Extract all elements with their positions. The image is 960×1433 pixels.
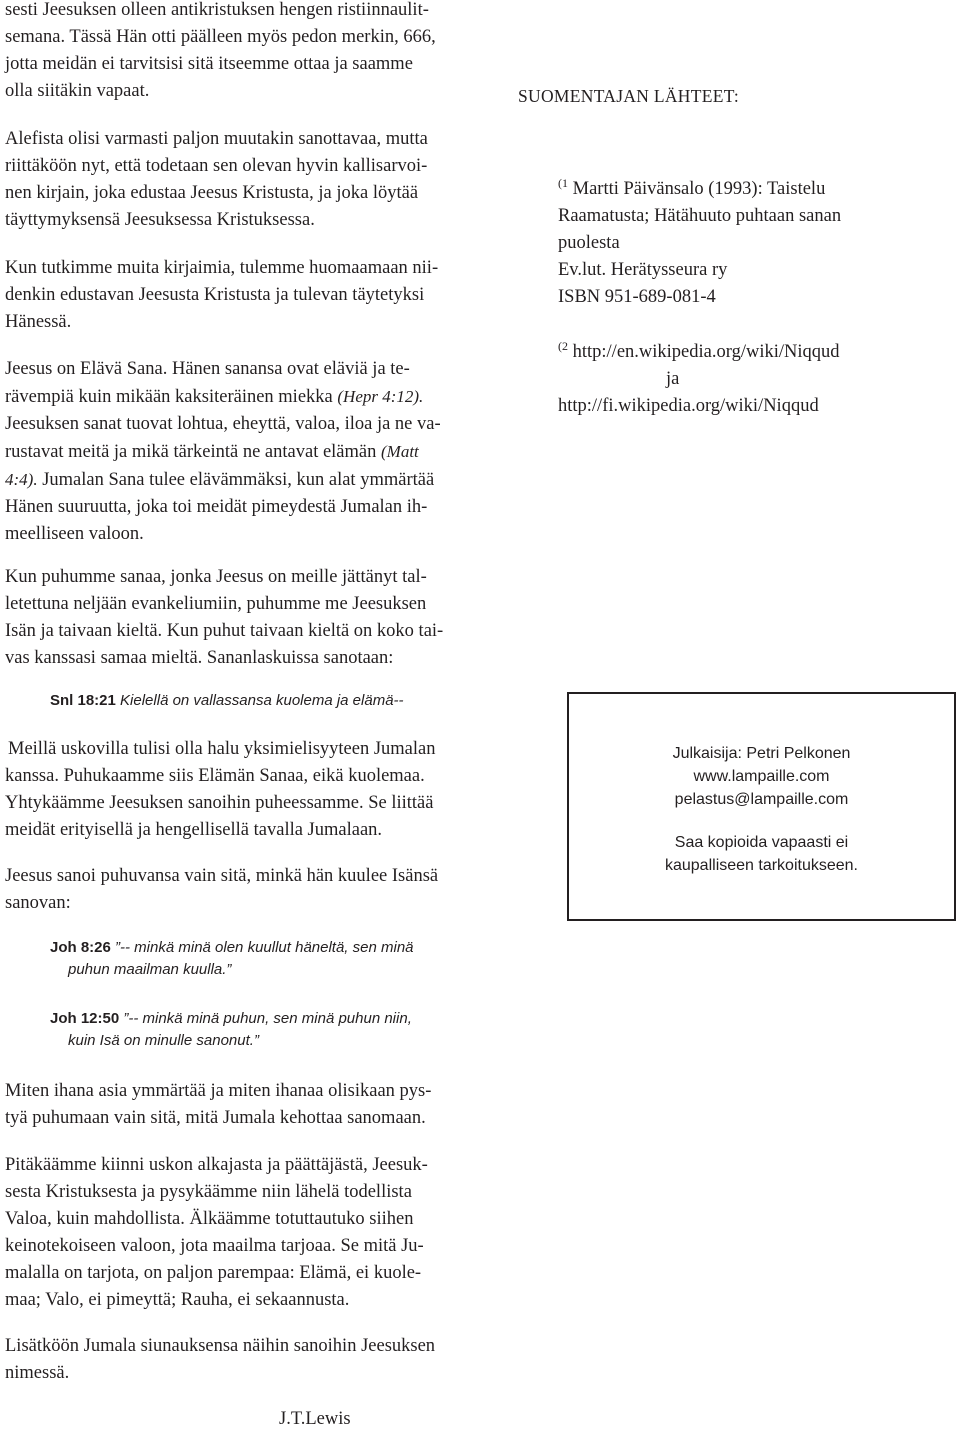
text-line: kanssa. Puhukaamme siis Elämän Sanaa, eikä kuolemaa. — [5, 766, 425, 786]
scripture-reference: 4:4). — [5, 470, 38, 489]
copy-notice-line: kaupalliseen tarkoitukseen. — [664, 857, 858, 874]
footnote-line: ja — [666, 369, 680, 389]
text-line: Pitäkäämme kiinni uskon alkajasta ja päättäjästä, Jeesuk- — [5, 1155, 428, 1175]
text-line: Kun puhumme sanaa, jonka Jeesus on meille jättänyt tal- — [5, 567, 427, 587]
text-line: Isän ja taivaan kieltä. Kun puhut taivaan kieltä on koko tai- — [5, 621, 444, 641]
footnote-line — [558, 339, 948, 366]
footnote-link[interactable]: http://en.wikipedia.org/wiki/Niqqud — [572, 342, 840, 362]
text-line: nen kirjain, joka edustaa Jeesus Kristusta, ja joka löytää — [5, 183, 419, 203]
paragraph-living-word — [5, 356, 497, 548]
footnote-2 — [558, 339, 948, 420]
quote-reference: Joh 12:50 — [50, 1010, 120, 1027]
paragraph-other-letters — [5, 255, 494, 336]
paragraph-unity — [5, 736, 497, 844]
publisher-box — [567, 692, 956, 921]
text-line — [5, 438, 497, 466]
footnote-link[interactable]: http://fi.wikipedia.org/wiki/Niqqud — [558, 396, 819, 416]
text-line: Meillä uskovilla tulisi olla halu yksimielisyyteen Jumalan — [8, 739, 436, 759]
text-line: Valoa, kuin mahdollista. Älkäämme totuttautuko siihen — [5, 1209, 414, 1229]
text-line: nimessä. — [5, 1363, 70, 1383]
text-segment: Jumalan Sana tulee elävämmäksi, kun alat ymmärtää — [42, 470, 435, 490]
text-line: jotta meidän ei tarvitsisi sitä itseemme ottaa ja saamme — [5, 54, 413, 74]
scripture-reference: (Matt — [381, 442, 419, 461]
text-line: maa; Valo, ei pimeyttä; Rauha, ei sekaannusta. — [5, 1290, 350, 1310]
quote-line — [50, 959, 500, 981]
text-line: sesta Kristuksesta ja pysykäämme niin lähelä todellista — [5, 1182, 412, 1202]
footnote-line: puolesta — [558, 233, 620, 253]
text-line: semana. Tässä Hän otti päälleen myös pedon merkin, 666, — [5, 27, 436, 47]
text-line: Hänessä. — [5, 312, 72, 332]
text-line: meelliseen valoon. — [5, 524, 144, 544]
footnote-text: Martti Päivänsalo (1993): Taistelu — [572, 179, 826, 199]
text-line: sanovan: — [5, 893, 71, 913]
text-line: riittäköön nyt, että todetaan sen olevan hyvin kallisarvoi- — [5, 156, 428, 176]
text-line: Lisätköön Jumala siunauksensa näihin sanoihin Jeesuksen — [5, 1336, 436, 1356]
footnote-line: Ev.lut. Herätysseura ry — [558, 260, 728, 280]
text-line: malalla on tarjota, on paljon parempaa: Elämä, ei kuole- — [5, 1263, 422, 1283]
quote-line — [50, 1030, 500, 1052]
quote-line — [50, 1008, 500, 1030]
footnote-1 — [558, 176, 948, 311]
footnote-line: Raamatusta; Hätähuuto puhtaan sanan — [558, 206, 842, 226]
text-line: denkin edustavan Jeesusta Kristusta ja tulevan täytetyksi — [5, 285, 425, 305]
paragraph-wonderful — [5, 1078, 497, 1132]
text-line: Jeesus sanoi puhuvansa vain sitä, minkä hän kuulee Isänsä — [5, 866, 439, 886]
quote-reference: Joh 8:26 — [50, 939, 111, 956]
text-line: Miten ihana asia ymmärtää ja miten ihanaa olisikaan pys- — [5, 1081, 432, 1101]
text-line — [5, 466, 497, 494]
quote-line — [50, 937, 500, 959]
paragraph-hold-fast — [5, 1152, 497, 1314]
text-line: Jeesus on Elävä Sana. Hänen sanansa ovat eläviä ja te- — [5, 359, 410, 379]
quote-text: ”-- minkä minä olen kuullut häneltä, sen minä — [115, 939, 414, 956]
text-line: Yhtykäämme Jeesuksen sanoihin puheessamme. Se liittää — [5, 793, 434, 813]
text-line: keinotekoiseen valoon, jota maailma tarjoaa. Se mitä Ju- — [5, 1236, 424, 1256]
text-line: sesti Jeesuksen olleen antikristuksen hengen ristiinnaulit- — [5, 0, 429, 20]
paragraph-heaven-language — [5, 564, 497, 672]
quote-text: ”-- minkä minä puhun, sen minä puhun niin, — [123, 1010, 412, 1027]
text-line: Jeesuksen sanat tuovat lohtua, eheyttä, valoa, iloa ja ne va- — [5, 414, 441, 434]
quote-text: kuin Isä on minulle sanonut.” — [68, 1032, 259, 1049]
footnote-line — [558, 176, 948, 203]
text-segment: rävempiä kuin mikään kaksiteräinen miekka — [5, 387, 333, 407]
text-line: täyttymyksensä Jeesuksessa Kristuksessa. — [5, 210, 315, 230]
quote-john-8-26 — [50, 937, 500, 981]
quote-john-12-50 — [50, 1008, 500, 1052]
paragraph-jesus-spoke — [5, 863, 497, 917]
footnote-line: ISBN 951-689-081-4 — [558, 287, 716, 307]
signature: J.T.Lewis — [279, 1409, 351, 1429]
paragraph-blessing — [5, 1333, 497, 1387]
text-line: vas kanssasi samaa mieltä. Sananlaskuissa sanotaan: — [5, 648, 394, 668]
text-line: Kun tutkimme muita kirjaimia, tulemme huomaamaan nii- — [5, 258, 439, 278]
footnote-marker: (2 — [558, 339, 568, 353]
publisher-name: Julkaisija: Petri Pelkonen — [672, 745, 851, 762]
text-line: letettuna neljään evankeliumiin, puhumme me Jeesuksen — [5, 594, 427, 614]
quote-text: puhun maailman kuulla.” — [68, 961, 232, 978]
text-line: tyä puhumaan vain sitä, mitä Jumala kehottaa sanomaan. — [5, 1108, 426, 1128]
scripture-reference: (Hepr 4:12). — [337, 387, 424, 406]
copy-notice-line: Saa kopioida vapaasti ei — [674, 834, 849, 851]
sources-heading: SUOMENTAJAN LÄHTEET: — [518, 86, 739, 106]
text-line — [5, 383, 497, 411]
publisher-website[interactable]: www.lampaille.com — [693, 768, 830, 785]
quote-proverbs — [50, 690, 500, 712]
text-line: Hänen suuruutta, joka toi meidät pimeydestä Jumalan ih- — [5, 497, 428, 517]
paragraph-antichrist — [5, 0, 494, 105]
paragraph-alef — [5, 126, 494, 234]
quote-text: Kielellä on vallassansa kuolema ja elämä-- — [120, 692, 404, 709]
text-line: olla siitäkin vapaat. — [5, 81, 150, 101]
text-segment: rustavat meitä ja mikä tärkeintä ne antavat elämän — [5, 442, 377, 462]
quote-reference: Snl 18:21 — [50, 692, 116, 709]
footnote-marker: (1 — [558, 176, 568, 190]
text-line: meidät erityisellä ja hengellisellä tavalla Jumalaan. — [5, 820, 383, 840]
text-line: Alefista olisi varmasti paljon muutakin sanottavaa, mutta — [5, 129, 428, 149]
publisher-email[interactable]: pelastus@lampaille.com — [674, 791, 849, 808]
